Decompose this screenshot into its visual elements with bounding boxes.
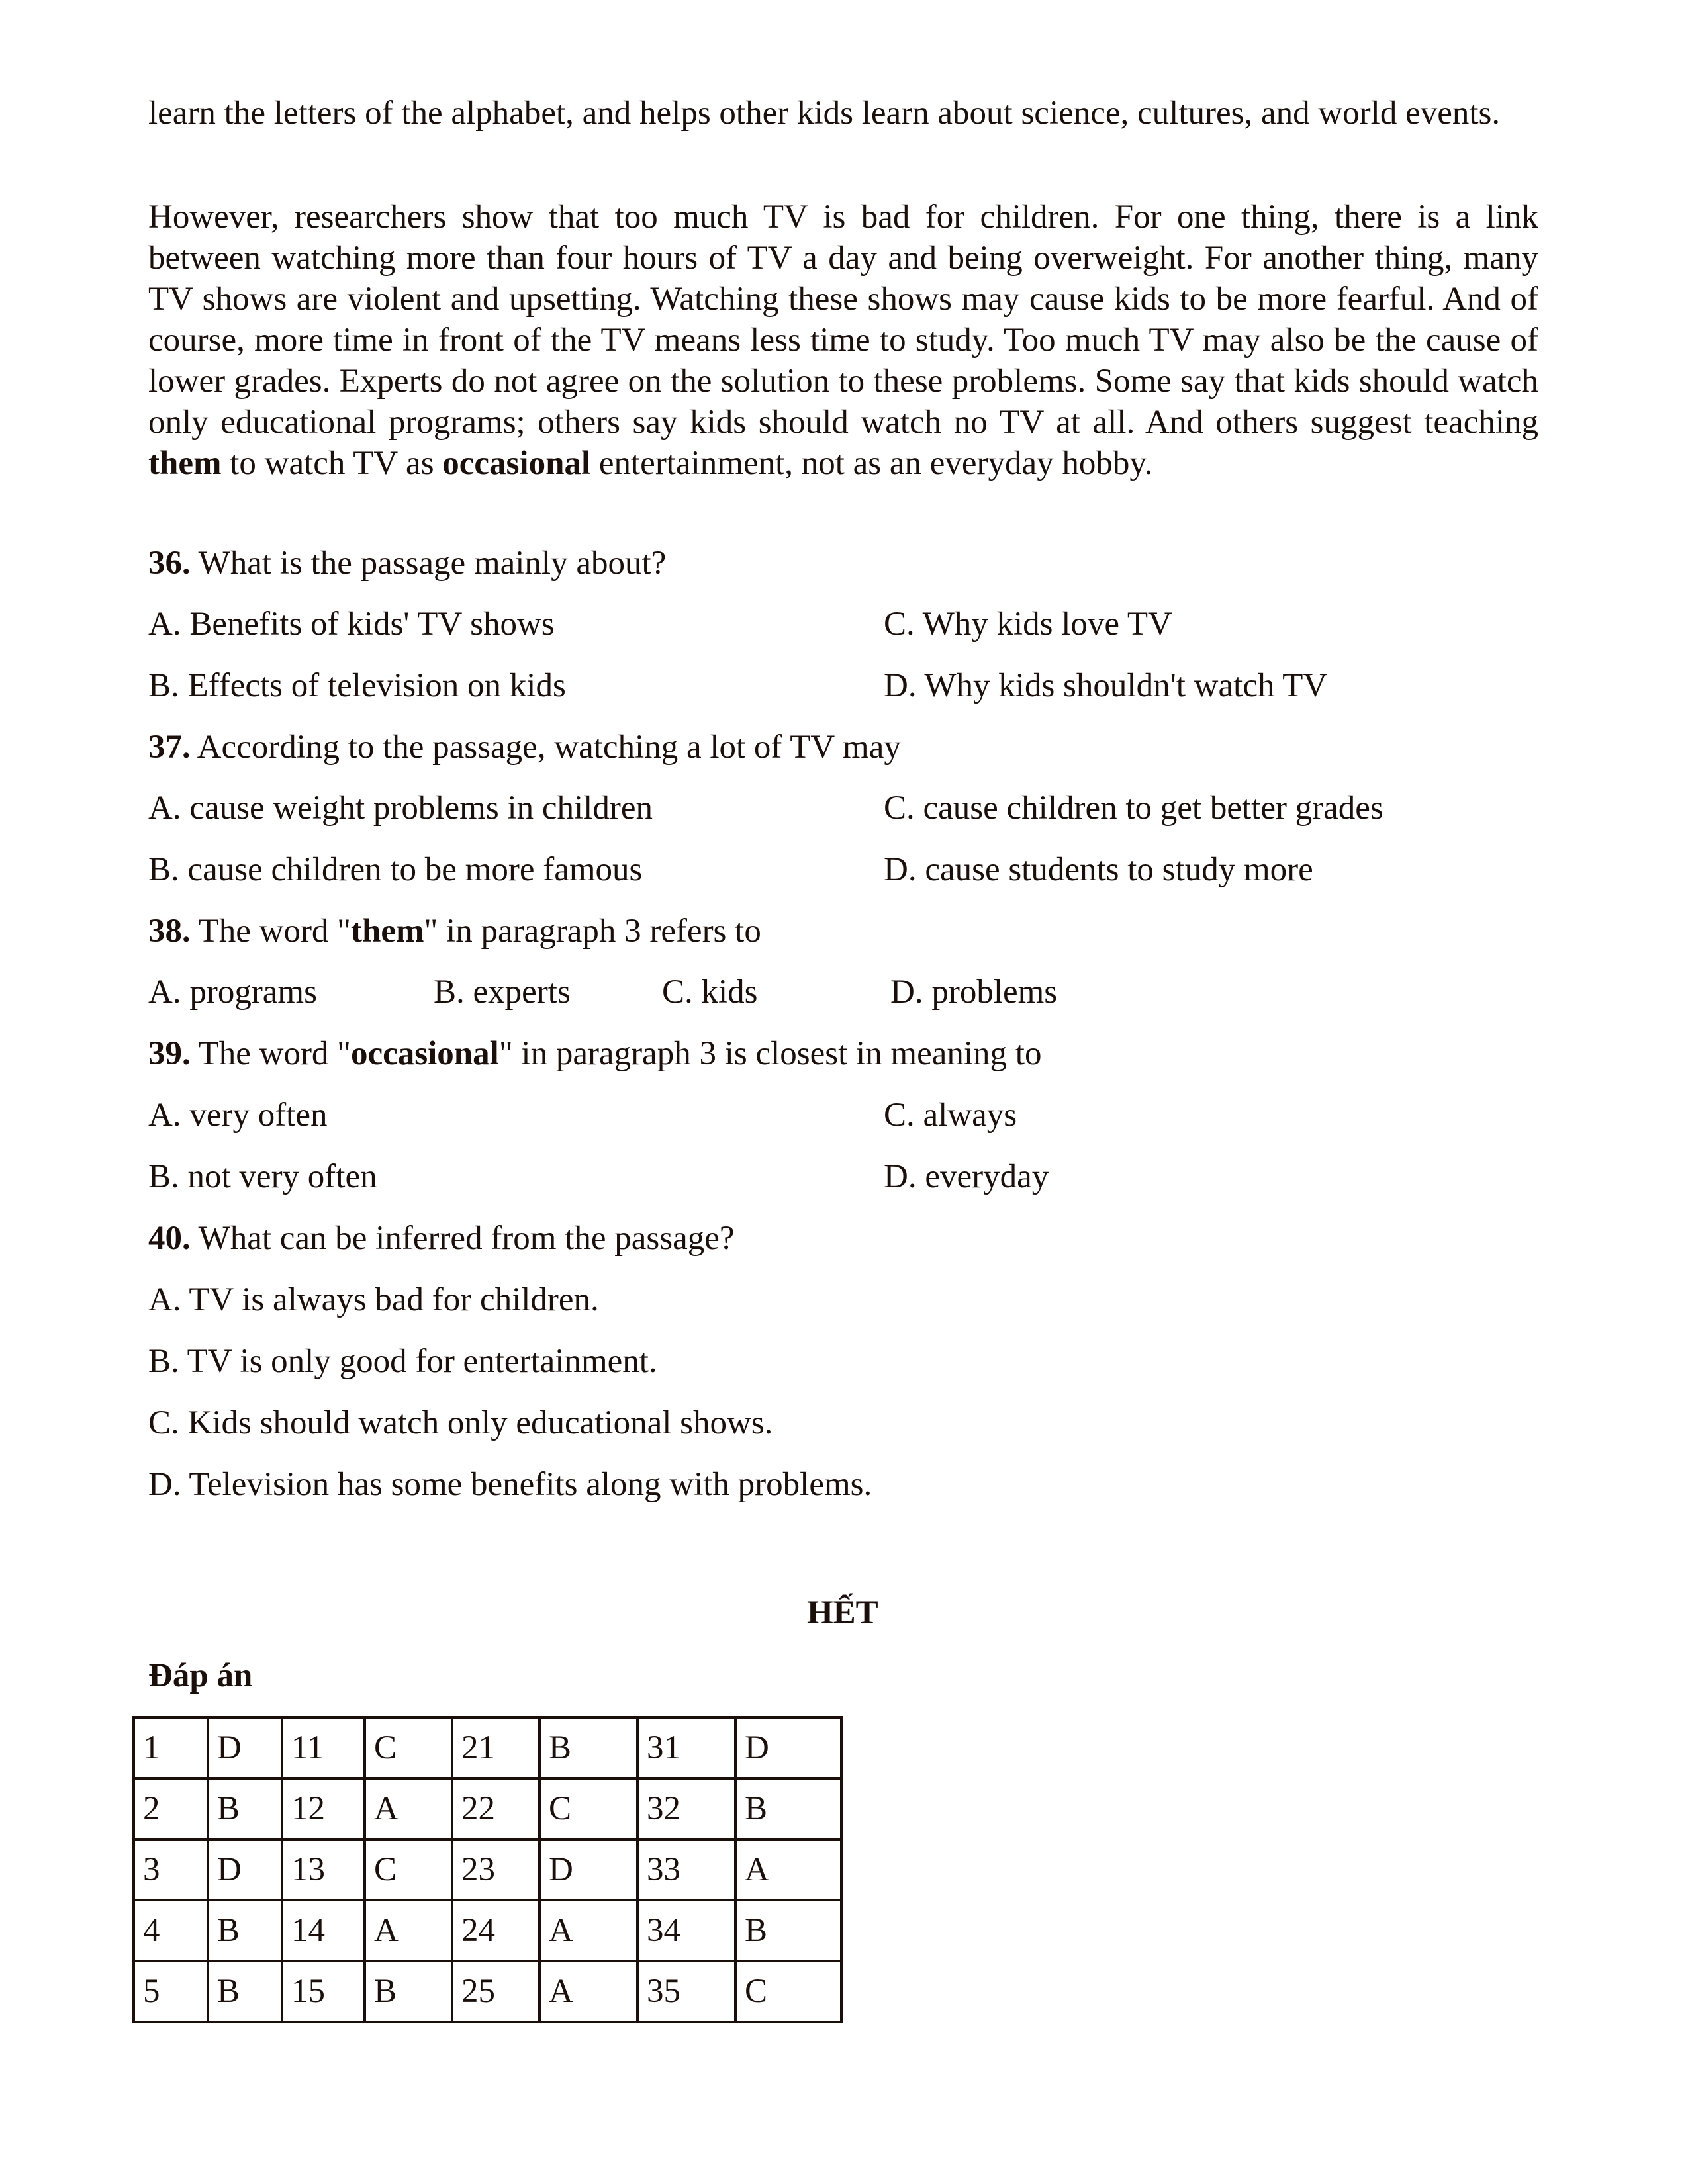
table-row xyxy=(134,1839,841,1900)
table-cell: 12 xyxy=(282,1778,365,1839)
table-cell: D xyxy=(208,1839,282,1900)
question-40-option-a: A. TV is always bad for children. xyxy=(148,1281,599,1318)
table-row xyxy=(134,1961,841,2022)
answer-key-table xyxy=(132,1716,843,2023)
question-39-prompt xyxy=(148,1033,1041,1074)
table-cell: C xyxy=(539,1778,637,1839)
question-39-option-c: C. always xyxy=(884,1097,1017,1134)
table-cell: 25 xyxy=(452,1961,539,2022)
table-cell: 32 xyxy=(637,1778,735,1839)
question-text: The word " xyxy=(190,913,351,950)
highlighted-word-them: them xyxy=(148,445,222,482)
table-cell: 13 xyxy=(282,1839,365,1900)
table-cell: 3 xyxy=(134,1839,208,1900)
question-38-option-b: B. experts xyxy=(434,974,571,1011)
question-number: 36. xyxy=(148,545,191,582)
table-cell: 2 xyxy=(134,1778,208,1839)
question-number: 38. xyxy=(148,913,191,950)
paragraph-text-segment: to watch TV as xyxy=(221,445,443,482)
question-text: The word " xyxy=(190,1035,351,1072)
table-cell: A xyxy=(365,1778,452,1839)
table-cell: 21 xyxy=(452,1717,539,1778)
table-cell: 34 xyxy=(637,1900,735,1961)
question-38-option-d: D. problems xyxy=(890,974,1058,1011)
table-cell: A xyxy=(539,1900,637,1961)
table-cell: D xyxy=(539,1839,637,1900)
passage-paragraph-2-end xyxy=(148,93,1538,134)
table-cell: B xyxy=(735,1900,841,1961)
table-cell: D xyxy=(735,1717,841,1778)
table-cell: D xyxy=(208,1717,282,1778)
table-cell: 15 xyxy=(282,1961,365,2022)
question-37-option-a: A. cause weight problems in children xyxy=(148,790,653,827)
table-cell: 14 xyxy=(282,1900,365,1961)
question-text: " in paragraph 3 refers to xyxy=(424,913,761,950)
question-40-option-c: C. Kids should watch only educational shows. xyxy=(148,1404,773,1441)
table-row xyxy=(134,1717,841,1778)
question-37-prompt xyxy=(148,727,901,768)
paragraph-text-segment: entertainment, not as an everyday hobby. xyxy=(590,445,1153,482)
paragraph-text xyxy=(148,197,1538,484)
question-36-prompt xyxy=(148,543,666,584)
question-36-option-d: D. Why kids shouldn't watch TV xyxy=(884,667,1328,704)
highlighted-word: them xyxy=(351,913,424,950)
passage-paragraph-3 xyxy=(148,197,1538,484)
end-marker: HẾT xyxy=(807,1594,878,1631)
table-cell: B xyxy=(208,1778,282,1839)
table-cell: B xyxy=(208,1900,282,1961)
question-text: What is the passage mainly about? xyxy=(190,545,667,582)
table-cell: A xyxy=(539,1961,637,2022)
question-text: According to the passage, watching a lot of TV may xyxy=(190,729,901,766)
highlighted-word-occasional: occasional xyxy=(442,445,591,482)
table-cell: 4 xyxy=(134,1900,208,1961)
table-cell: 5 xyxy=(134,1961,208,2022)
answer-key-title: Đáp án xyxy=(148,1657,253,1694)
table-cell: C xyxy=(735,1961,841,2022)
table-cell: A xyxy=(735,1839,841,1900)
question-37-option-c: C. cause children to get better grades xyxy=(884,790,1383,827)
table-cell: B xyxy=(735,1778,841,1839)
highlighted-word: occasional xyxy=(351,1035,499,1072)
table-cell: 31 xyxy=(637,1717,735,1778)
question-39-option-b: B. not very often xyxy=(148,1158,377,1195)
table-cell: 33 xyxy=(637,1839,735,1900)
table-cell: C xyxy=(365,1839,452,1900)
question-36-option-a: A. Benefits of kids' TV shows xyxy=(148,606,555,643)
question-number: 40. xyxy=(148,1220,191,1257)
table-cell: B xyxy=(365,1961,452,2022)
table-cell: 23 xyxy=(452,1839,539,1900)
question-number: 37. xyxy=(148,729,191,766)
table-cell: B xyxy=(539,1717,637,1778)
table-row xyxy=(134,1900,841,1961)
question-40-prompt xyxy=(148,1218,735,1259)
paragraph-text: learn the letters of the alphabet, and helps other kids learn about science, cultures, and world events. xyxy=(148,95,1501,132)
question-37-option-d: D. cause students to study more xyxy=(884,851,1313,888)
question-text: What can be inferred from the passage? xyxy=(190,1220,735,1257)
table-cell: A xyxy=(365,1900,452,1961)
table-cell: 24 xyxy=(452,1900,539,1961)
table-cell: 22 xyxy=(452,1778,539,1839)
table-row xyxy=(134,1778,841,1839)
table-cell: 11 xyxy=(282,1717,365,1778)
question-38-option-a: A. programs xyxy=(148,974,317,1011)
question-36-option-c: C. Why kids love TV xyxy=(884,606,1172,643)
question-38-prompt xyxy=(148,911,761,952)
question-number: 39. xyxy=(148,1035,191,1072)
question-39-option-a: A. very often xyxy=(148,1097,328,1134)
question-40-option-d: D. Television has some benefits along with problems. xyxy=(148,1466,872,1503)
question-36-option-b: B. Effects of television on kids xyxy=(148,667,566,704)
table-cell: C xyxy=(365,1717,452,1778)
question-38-option-c: C. kids xyxy=(662,974,758,1011)
table-cell: B xyxy=(208,1961,282,2022)
question-text: " in paragraph 3 is closest in meaning to xyxy=(498,1035,1042,1072)
question-39-option-d: D. everyday xyxy=(884,1158,1049,1195)
table-cell: 35 xyxy=(637,1961,735,2022)
table-cell: 1 xyxy=(134,1717,208,1778)
question-40-option-b: B. TV is only good for entertainment. xyxy=(148,1343,657,1380)
question-37-option-b: B. cause children to be more famous xyxy=(148,851,643,888)
paragraph-text-segment: However, researchers show that too much TV is bad for children. For one thing, there is a link between watching more than four hours of TV a day and being overweight. For another thing, many TV shows are violent and upsetting. Watching these shows may cause kids to be more fearful. And of course, more time in front of the TV means less time to study. Too much TV may also be the cause of lower grades. Experts do not agree on the solution to these problems. Some say that kids should watch only educational programs; others say kids should watch no TV at all. And others suggest teaching xyxy=(148,199,1538,441)
